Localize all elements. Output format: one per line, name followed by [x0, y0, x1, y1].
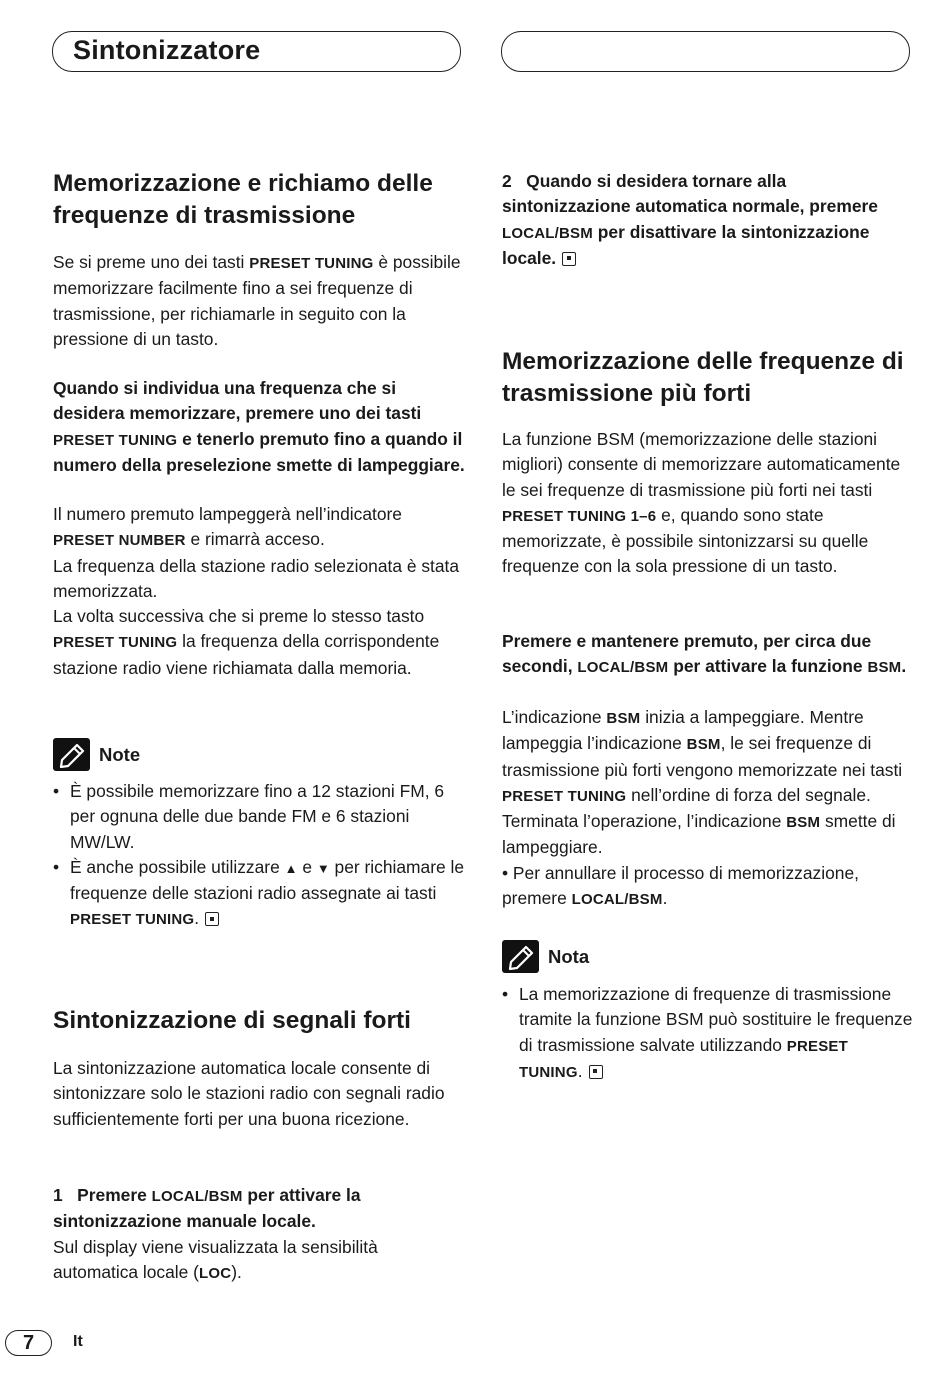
heading-frequenze-forti: Memorizzazione delle frequenze di trasmissione più forti [502, 348, 904, 407]
section-header-right [501, 31, 910, 72]
pencil-icon [53, 738, 90, 771]
up-arrow-icon: ▲ [284, 860, 298, 876]
end-of-section-icon [589, 1065, 603, 1079]
list-item: • La memorizzazione di frequenze di trasmissione tramite la funzione BSM può sostituire le frequenze di trasmissione salvate utilizzando PRESET TUNING. [502, 982, 914, 1085]
body-paragraph: Il numero premuto lampeggerà nell’indicatore PRESET NUMBER e rimarrà acceso. La frequenza della stazione radio selezionata è stata memorizzata. La volta successiva che si preme lo stesso tasto PRESET TUNING la frequenza della corrispondente stazione radio viene richiamata dalla memoria. [53, 504, 460, 678]
pencil-icon [502, 940, 539, 973]
nota-header [502, 940, 589, 973]
heading-memorizzazione-richiamo: Memorizzazione e richiamo delle frequenze di trasmissione [53, 170, 433, 229]
nota-list [502, 982, 914, 1085]
end-of-section-icon [205, 912, 219, 926]
section-header [52, 31, 461, 72]
heading-segnali-forti: Sintonizzazione di segnali forti [53, 1007, 411, 1034]
list-item: • È anche possibile utilizzare ▲ e ▼ per richiamare le frequenze delle stazioni radio assegnate ai tasti PRESET TUNING. [53, 855, 465, 933]
note-label: Note [99, 743, 141, 765]
note-header [53, 738, 140, 771]
intro-paragraph-2: La sintonizzazione automatica locale consente di sintonizzare solo le stazioni radio con segnali radio sufficientemente forti per una buona ricezione. [53, 1058, 445, 1129]
page-number: 7 [5, 1330, 52, 1356]
section-title: Sintonizzatore [73, 35, 261, 65]
instruction-step-bsm: Premere e mantenere premuto, per circa due secondi, LOCAL/BSM per attivare la funzione BSM. [502, 631, 907, 677]
intro-paragraph-3: La funzione BSM (memorizzazione delle stazioni migliori) consente di memorizzare automaticamente le sei frequenze di trasmissione più forti nei tasti PRESET TUNING 1–6 e, quando sono state memorizzate, è possibile sintonizzarsi su quelle frequenze con la sola pressione di un tasto. [502, 429, 901, 577]
nota-label: Nota [548, 945, 590, 967]
end-of-section-icon [562, 252, 576, 266]
intro-paragraph: Se si preme uno dei tasti PRESET TUNING è possibile memorizzare facilmente fino a sei frequenze di trasmissione, per richiamarle in seguito con la pressione di un tasto. [53, 252, 461, 349]
body-paragraph-bsm: L’indicazione BSM inizia a lampeggiare. Mentre lampeggia l’indicazione BSM, le sei frequenze di trasmissione più forti vengono memorizzate nei tasti PRESET TUNING nell’ordine di forza del segnale. Terminata l’operazione, l’indicazione BSM smette di lampeggiare. • Per annullare il processo di memorizzazione, premere LOCAL/BSM. [502, 707, 903, 908]
instruction-step: Quando si individua una frequenza che si desidera memorizzare, premere uno dei tasti PRESET TUNING e tenerlo premuto fino a quando il numero della preselezione smette di lampeggiare. [53, 378, 465, 475]
instruction-step-2: 2 Quando si desidera tornare alla sintonizzazione automatica normale, premere LOCAL/BSM per disattivare la sintonizzazione locale. [502, 171, 878, 268]
list-item: • È possibile memorizzare fino a 12 stazioni FM, 6 per ognuna delle due bande FM e 6 stazioni MW/LW. [53, 779, 465, 855]
instruction-step-1: 1 Premere LOCAL/BSM per attivare la sintonizzazione manuale locale. Sul display viene visualizzata la sensibilità automatica locale (LOC). [53, 1185, 378, 1282]
note-list [53, 779, 465, 933]
language-code: It [73, 1333, 83, 1350]
down-arrow-icon: ▼ [316, 860, 330, 876]
